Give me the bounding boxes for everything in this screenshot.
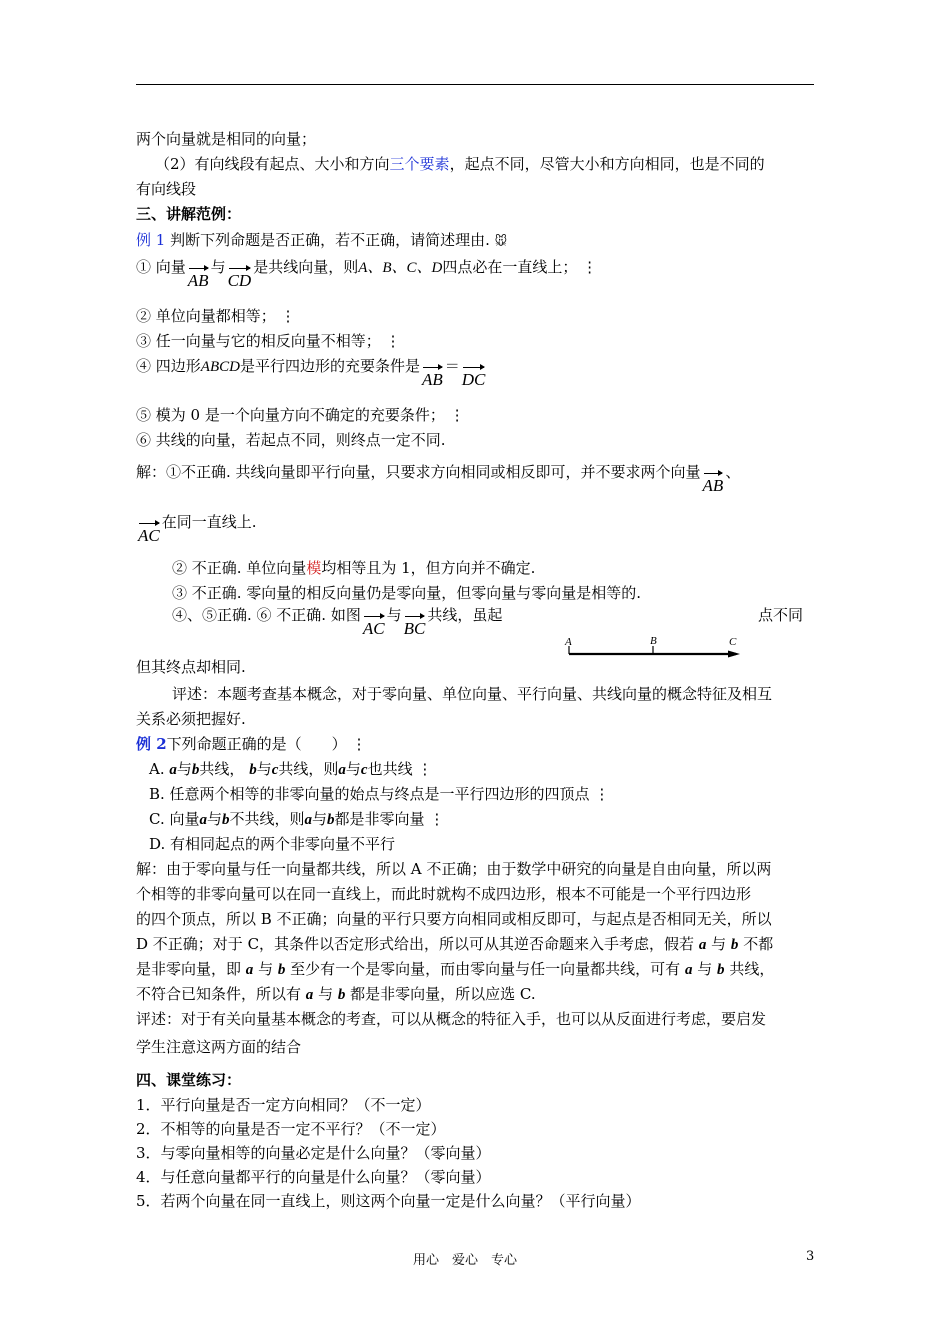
solution-line: 解：①不正确. 共线向量即平行向量，只要求方向相同或相反即可，并不要求两个向量AB、 — [136, 463, 741, 495]
comment-line: 评述：对于有关向量基本概念的考查，可以从概念的特征入手，也可以从反面进行考虑，要启发 — [136, 1010, 767, 1028]
exercise-item: 3．与零向量相等的向量必定是什么向量？（零向量） — [136, 1144, 491, 1162]
comment-line: 学生注意这两方面的结合 — [136, 1038, 302, 1056]
header-rule — [136, 84, 814, 85]
solution-line-end: 点不同 — [758, 606, 804, 624]
footer-slogan: 用心 爱心 专心 — [413, 1253, 518, 1268]
collinear-vectors-diagram — [562, 632, 752, 664]
vector-ac: AC — [363, 616, 385, 640]
vector-dc: DC — [462, 367, 486, 391]
comment-line: 关系必须把握好. — [136, 710, 246, 728]
proposition-1: ① 向量AB与CD是共线向量，则A、B、C、D四点必在一直线上； ⋮ — [136, 258, 598, 290]
comment-line: 评述：本题考查基本概念，对于零向量、单位向量、平行向量、共线向量的概念特征及相互 — [172, 685, 773, 703]
exercise-item: 2．不相等的向量是否一定不平行？（不一定） — [136, 1120, 446, 1138]
vector-bc: BC — [404, 616, 426, 640]
exercise-item: 5．若两个向量在同一直线上，则这两个向量一定是什么向量？（平行向量） — [136, 1192, 641, 1210]
vector-ab: AB — [703, 473, 724, 497]
point-a-label: A — [565, 636, 572, 648]
proposition-2: ② 单位向量都相等； ⋮ — [136, 307, 296, 325]
mouse-icon: 🐭︎ — [494, 234, 508, 248]
vector-ac: AC — [138, 523, 160, 547]
proposition-6: ⑥ 共线的向量，若起点不同，则终点一定不同. — [136, 431, 446, 449]
section-heading: 三、讲解范例： — [136, 205, 242, 223]
text-line: （2）有向线段有起点、大小和方向三个要素，起点不同，尽管大小和方向相同，也是不同的 — [155, 155, 765, 173]
solution-line: ② 不正确. 单位向量模均相等且为 1，但方向并不确定. — [172, 559, 536, 577]
solution-line: ③ 不正确. 零向量的相反向量仍是零向量，但零向量与零向量是相等的. — [172, 584, 642, 602]
solution-line: 但其终点却相同. — [136, 658, 246, 676]
text-line: 有向线段 — [136, 180, 197, 198]
solution-line: 是非零向量，即 a 与 b 至少有一个是零向量，而由零向量与任一向量都共线，可有 a 与 b 共线， — [136, 960, 775, 978]
highlight-blue: 三个要素 — [389, 155, 450, 173]
solution-line: 个相等的非零向量可以在同一直线上，而此时就构不成四边形，根本不可能是一个平行四边形 — [136, 885, 752, 903]
point-b-label: B — [650, 635, 657, 647]
option-d: D. 有相同起点的两个非零向量不平行 — [149, 835, 396, 853]
proposition-5: ⑤ 模为 0 是一个向量方向不确定的充要条件； ⋮ — [136, 406, 465, 424]
page-number: 3 — [806, 1249, 815, 1264]
highlight-red: 模 — [306, 559, 322, 577]
example-2-title: 例 2下列命题正确的是（ ） ⋮ — [136, 735, 367, 753]
text-line: 两个向量就是相同的向量； — [136, 130, 317, 148]
exercise-item: 1．平行向量是否一定方向相同？（不一定） — [136, 1096, 431, 1114]
solution-line: AC在同一直线上. — [138, 513, 257, 545]
proposition-3: ③ 任一向量与它的相反向量不相等； ⋮ — [136, 332, 401, 350]
solution-line: 解：由于零向量与任一向量都共线，所以 A 不正确；由于数学中研究的向量是自由向量，所以两 — [136, 860, 772, 878]
solution-line: ④、⑤正确. ⑥ 不正确. 如图AC与BC共线，虽起 — [172, 606, 503, 638]
option-a: A. a与b共线， b与c共线，则a与c也共线 ⋮ — [149, 760, 433, 778]
exercise-item: 4．与任意向量都平行的向量是什么向量？（零向量） — [136, 1168, 491, 1186]
option-b: B. 任意两个相等的非零向量的始点与终点是一平行四边形的四顶点 ⋮ — [149, 785, 610, 803]
proposition-4: ④ 四边形ABCD是平行四边形的充要条件是AB＝DC — [136, 357, 486, 389]
solution-line: 不符合已知条件，所以有 a 与 b 都是非零向量，所以应选 C. — [136, 985, 536, 1003]
point-c-label: C — [729, 636, 737, 648]
solution-line: D 不正确；对于 C，其条件以否定形式给出，所以可从其逆否命题来入手考虑，假若 a 与 b 不都 — [136, 935, 774, 953]
vector-cd: CD — [228, 268, 252, 292]
solution-line: 的四个顶点，所以 B 不正确；向量的平行只要方向相同或相反即可，与起点是否相同无关，所以 — [136, 910, 772, 928]
option-c: C. 向量a与b不共线，则a与b都是非零向量 ⋮ — [149, 810, 445, 828]
vector-ab: AB — [422, 367, 443, 391]
example-1-title: 例 1 判断下列命题是否正确，若不正确，请简述理由. 🐭︎ — [136, 231, 508, 249]
vector-ab: AB — [188, 268, 209, 292]
section-heading: 四、课堂练习： — [136, 1071, 242, 1089]
